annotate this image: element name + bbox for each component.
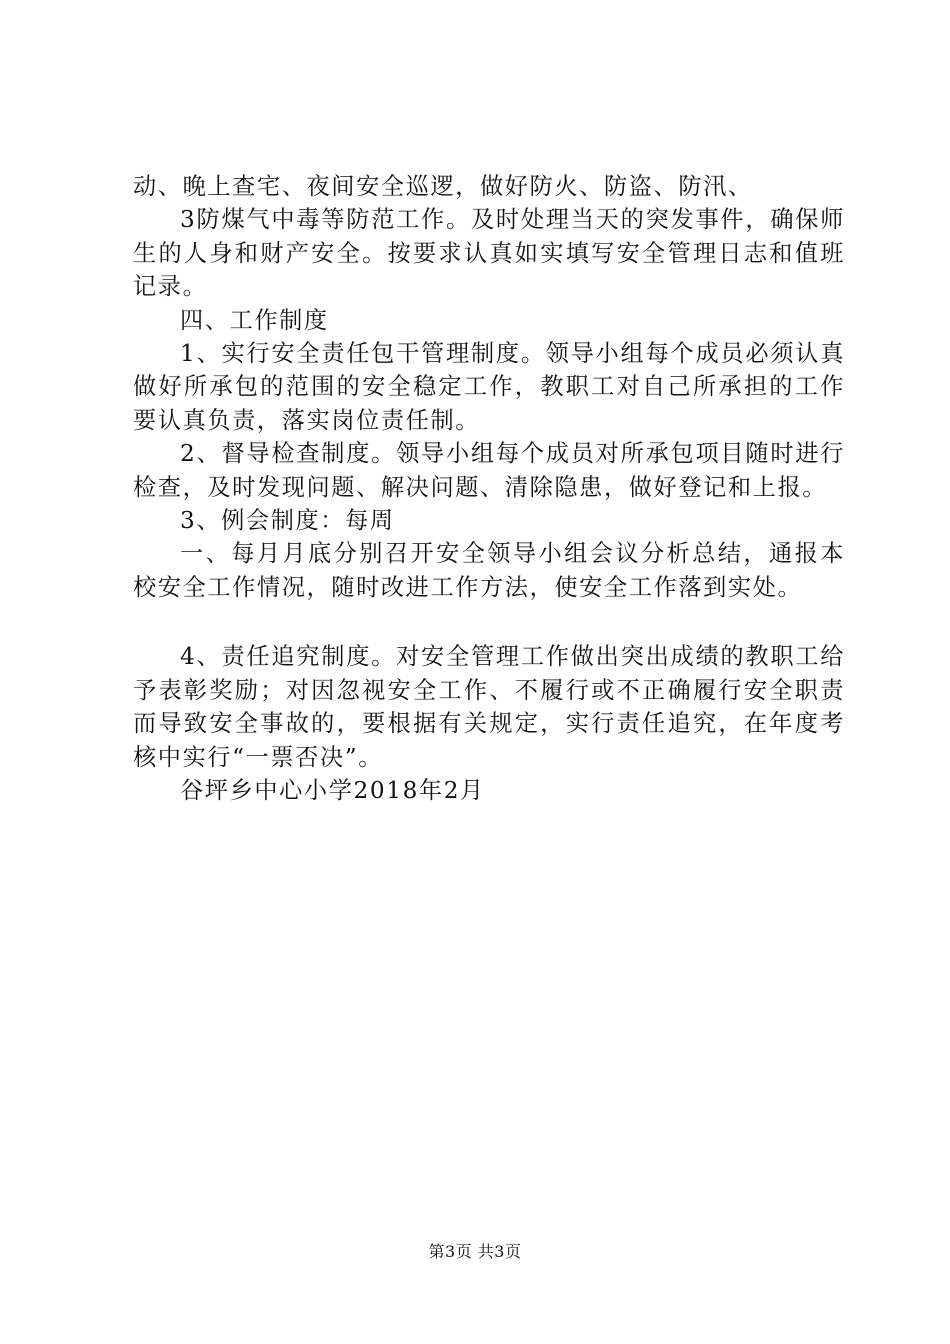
section-heading-work-system: 四、工作制度 [180,306,329,334]
paragraph-supervision-inspection: 2、督导检查制度。领导小组每个成员对所承包项目随时进行检查，及时发现问题、解决问题、清除隐患，做好登记和上报。 [133,440,845,501]
signature-line: 谷坪乡中心小学2018年2月 [180,776,485,804]
paragraph-regular-meeting: 3、例会制度：每周 [180,507,395,535]
page-number-footer: 第3页 共3页 [428,1242,522,1261]
paragraph-responsibility-contract: 1、实行安全责任包干管理制度。领导小组每个成员必须认真做好所承包的范围的安全稳定工作，教职工对自己所承担的工作要认真负责，落实岗位责任制。 [133,340,845,434]
paragraph-gap [133,604,845,640]
paragraph-monthly-meeting: 一、每月月底分别召开安全领导小组会议分析总结，通报本校安全工作情况，随时改进工作方法，使安全工作落到实处。 [133,540,845,601]
paragraph-accountability: 4、责任追究制度。对安全管理工作做出突出成绩的教职工给予表彰奖励；对因忽视安全工作、不履行或不正确履行安全职责而导致安全事故的，要根据有关规定，实行责任追究，在年度考核中实行“一票否决”。 [133,643,845,771]
document-body [133,170,845,807]
paragraph-gas-prevention: 3防煤气中毒等防范工作。及时处理当天的突发事件，确保师生的人身和财产安全。按要求认真如实填写安全管理日志和值班记录。 [133,206,845,301]
paragraph-continuation: 动、晚上查宅、夜间安全巡逻，做好防火、防盗、防汛、 [133,173,753,200]
